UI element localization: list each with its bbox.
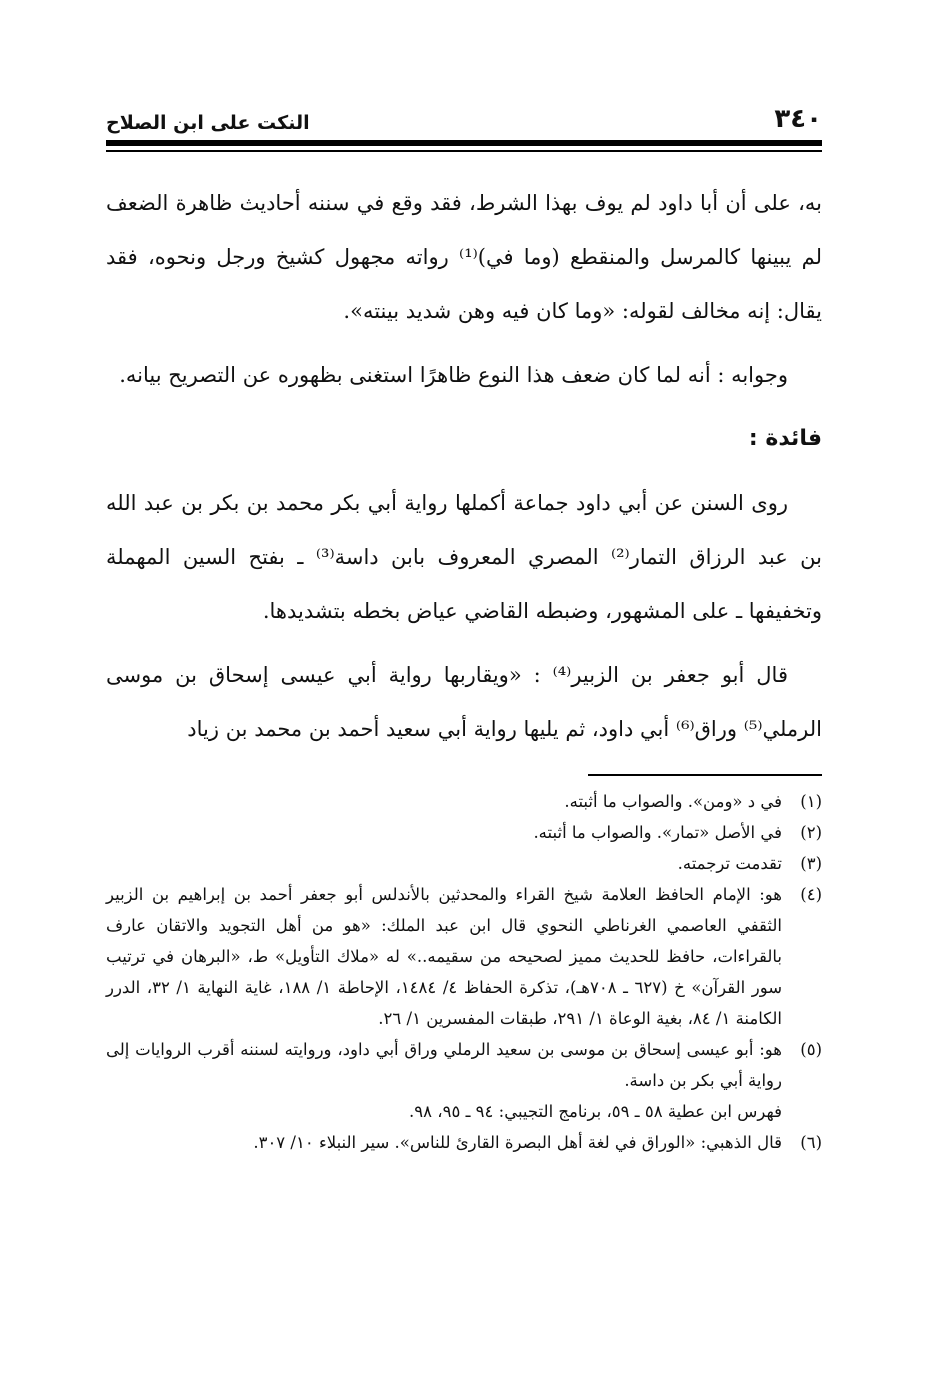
footnote-number: (٢)	[800, 823, 822, 842]
footnote-text: في الأصل «تمار». والصواب ما أثبته.	[533, 823, 782, 842]
footnote-source: فهرس ابن عطية ٥٨ ـ ٥٩، برنامج التجيبي: ٩٤ ـ ٩٥، ٩٨.	[409, 1102, 782, 1121]
section-heading	[106, 412, 822, 466]
footnote-text: تقدمت ترجمته.	[677, 854, 782, 873]
footnote-text: في د «ومن». والصواب ما أثبته.	[564, 792, 782, 811]
footnote-number: (٥)	[800, 1040, 822, 1059]
footnote-6	[106, 1127, 822, 1158]
main-text	[106, 176, 822, 766]
footnote-text: هو: أبو عيسى إسحاق بن موسى بن سعيد الرملي وراق أبي داود، وروايته لسننه أقرب الروايات إلى رواية أبي بكر بن داسة.	[106, 1040, 782, 1090]
footnote-5	[106, 1034, 822, 1127]
footnote-4	[106, 879, 822, 1034]
header-rule-thin	[106, 150, 822, 152]
footnote-text: قال الذهبي: «الوراق في لغة أهل البصرة القارئ للناس». سير النبلاء ١٠/ ٣٠٧.	[253, 1133, 782, 1152]
footnote-number: (١)	[800, 792, 822, 811]
section-heading-text: فائدة :	[748, 426, 822, 451]
footnote-1	[106, 786, 822, 817]
footnote-text: هو: الإمام الحافظ العلامة شيخ القراء والمحدثين بالأندلس أبو جعفر أحمد بن إبراهيم بن الزبير الثقفي العاصمي الغرناطي النحوي قال ابن عبد الملك: «هو من أهل التجويد والاتقان عارف بالقراءات، حافظ للحديث مميز لصحيحه من سقيمه..» له «ملاك التأويل» ط، «البرهان في ترتيب سور القرآن» خ (٦٢٧ ـ ٧٠٨هـ)، تذكرة الحفاظ ٤/ ١٤٨٤، الإحاطة ١/ ١٨٨، غاية النهاية ١/ ٣٢، الدرر الكامنة ١/ ٨٤، بغية الوعاة ١/ ٢٩١، طبقات المفسرين ١/ ٢٦.	[106, 885, 783, 1028]
paragraph-2: وجوابه : أنه لما كان ضعف هذا النوع ظاهرًا استغنى بظهوره عن التصريح بيانه.	[119, 363, 788, 387]
paragraph-1: به، على أن أبا داود لم يوف بهذا الشرط، فقد وقع في سننه أحاديث ظاهرة الضعف لم يبينها كالمرسل والمنقطع (وما في)⁽¹⁾ رواته مجهول كشيخ ورجل ونحوه، فقد يقال: إنه مخالف لقوله: «وما كان فيه وهن شديد بينته».	[106, 191, 822, 323]
footnote-number: (٦)	[800, 1133, 822, 1152]
footnote-2	[106, 817, 822, 848]
page-header	[106, 98, 822, 134]
running-title: النكت على ابن الصلاح	[106, 112, 310, 134]
paragraph-3: روى السنن عن أبي داود جماعة أكملها رواية أبي بكر محمد بن بكر بن عبد الله بن عبد الرزاق التمار⁽²⁾ المصري المعروف بابن داسة⁽³⁾ ـ بفتح السين المهملة وتخفيفها ـ على المشهور، وضبطه القاضي عياض بخطه بتشديدها.	[106, 491, 822, 623]
footnote-number: (٣)	[800, 854, 822, 873]
page-number: ٣٤٠	[774, 104, 822, 134]
paragraph-4: قال أبو جعفر بن الزبير⁽⁴⁾ : «ويقاربها رواية أبي عيسى إسحاق بن موسى الرملي⁽⁵⁾ وراق⁽⁶⁾ أبي داود، ثم يليها رواية أبي سعيد أحمد بن محمد بن زياد	[106, 663, 822, 741]
footnote-separator	[588, 774, 822, 776]
footnote-number: (٤)	[800, 885, 822, 904]
header-rule-thick	[106, 140, 822, 146]
footnote-3	[106, 848, 822, 879]
footnotes	[106, 786, 822, 1158]
